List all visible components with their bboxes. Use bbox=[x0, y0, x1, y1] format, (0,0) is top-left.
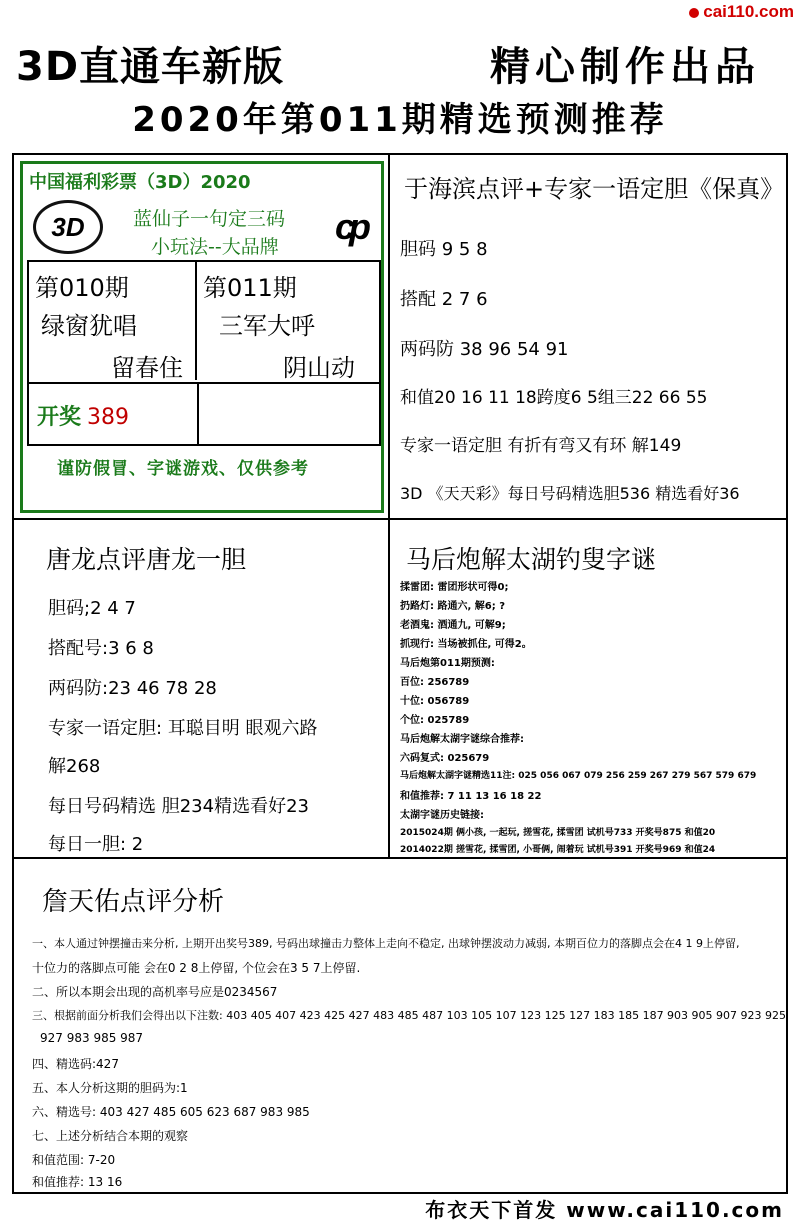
slogan-2: 小玩法--大品牌 bbox=[151, 236, 279, 258]
tang-panel bbox=[12, 518, 390, 859]
ma-line: 老酒鬼: 酒通九, 可解9; bbox=[400, 620, 506, 631]
yu-title: 于海滨点评+专家一语定胆《保真》 bbox=[404, 175, 785, 203]
zhan-line: 三、根据前面分析我们会得出以下注数: 403 405 407 423 425 427 483 485 487 103 105 107 123 125 127 183 185 187 903 905 907 923 925 bbox=[32, 1009, 787, 1022]
draw-row-divider bbox=[197, 384, 199, 444]
draw-value: 389 bbox=[87, 405, 130, 430]
ma-line: 十位: 056789 bbox=[400, 696, 470, 707]
zhan-title: 詹天佑点评分析 bbox=[42, 887, 225, 917]
tang-line: 胆码;2 4 7 bbox=[48, 598, 136, 619]
disclaimer: 谨防假冒、字谜游戏、仅供参考 bbox=[57, 459, 309, 479]
ma-line: 和值推荐: 7 11 13 16 18 22 bbox=[400, 791, 542, 802]
tang-line: 专家一语定胆: 耳聪目明 眼观六路 bbox=[48, 718, 318, 739]
zhan-line: 七、上述分析结合本期的观察 bbox=[32, 1129, 189, 1143]
lottery-title: 中国福利彩票（3D）2020 bbox=[29, 172, 251, 193]
next-riddle-line1: 三军大呼 bbox=[219, 312, 315, 340]
tang-line: 搭配号:3 6 8 bbox=[48, 638, 154, 659]
zhan-line: 和值推荐: 13 16 bbox=[32, 1175, 123, 1189]
prev-riddle-line2: 留春住 bbox=[111, 354, 183, 382]
lottery-card bbox=[20, 161, 384, 513]
header-left: 3D直通车新版 bbox=[16, 43, 285, 90]
prev-riddle-line1: 绿窗犹唱 bbox=[41, 312, 137, 340]
yu-line: 和值20 16 11 18跨度6 5组三22 66 55 bbox=[400, 388, 708, 408]
zhan-line: 六、精选号: 403 427 485 605 623 687 983 985 bbox=[32, 1105, 310, 1119]
zhan-line: 四、精选码:427 bbox=[32, 1057, 119, 1071]
ma-line: 2014022期 搓雪花, 揉雪团, 小哥俩, 闹着玩 试机号391 开奖号969 和值24 bbox=[400, 845, 716, 855]
lottery-panel bbox=[12, 153, 390, 520]
zhan-panel bbox=[12, 857, 788, 1194]
yu-panel bbox=[388, 153, 788, 520]
ma-line: 个位: 025789 bbox=[400, 715, 470, 726]
ma-line: 百位: 256789 bbox=[400, 677, 470, 688]
3d-logo-icon: 3D bbox=[33, 200, 103, 254]
zhan-line: 一、本人通过钟摆撞击来分析, 上期开出奖号389, 号码出球撞击力整体上走向不稳定, 出球钟摆波动力减弱, 本期百位力的落脚点会在4 1 9上停留, bbox=[32, 937, 740, 950]
issue-grid bbox=[27, 260, 381, 446]
prev-issue-cell bbox=[29, 262, 197, 380]
draw-label: 开奖 bbox=[37, 405, 82, 430]
ma-line: 扔路灯: 路通六, 解6; ? bbox=[400, 601, 505, 612]
ma-line: 揉雷团: 雷团形状可得0; bbox=[400, 582, 509, 593]
zhan-line: 十位力的落脚点可能 会在0 2 8上停留, 个位会在3 5 7上停留. bbox=[32, 961, 361, 975]
tang-line: 解268 bbox=[48, 756, 101, 777]
cp-logo-icon: cp bbox=[334, 206, 365, 247]
ma-title: 马后炮解太湖钓叟字谜 bbox=[406, 545, 657, 574]
zhan-line: 五、本人分析这期的胆码为:1 bbox=[32, 1081, 188, 1095]
tang-title: 唐龙点评唐龙一胆 bbox=[46, 545, 247, 574]
yu-line: 专家一语定胆 有折有弯又有环 解149 bbox=[400, 436, 682, 456]
slogan-1: 蓝仙子一句定三码 bbox=[133, 208, 286, 230]
page-header bbox=[16, 34, 760, 92]
yu-line: 3D 《天天彩》每日号码精选胆536 精选看好36 bbox=[400, 484, 740, 503]
ma-line: 马后炮解太湖字谜综合推荐: bbox=[400, 734, 524, 745]
ma-line: 马后炮解太湖字谜精选11注: 025 056 067 079 256 259 267 279 567 579 679 bbox=[400, 771, 757, 781]
yu-line: 胆码 9 5 8 bbox=[400, 239, 488, 260]
draw-row bbox=[29, 382, 379, 444]
zhan-line: 和值范围: 7-20 bbox=[32, 1153, 116, 1167]
footer: 布衣天下首发 www.cai110.com bbox=[425, 1198, 784, 1220]
next-issue-label: 第011期 bbox=[203, 274, 297, 302]
next-riddle-line2: 阴山动 bbox=[283, 354, 355, 382]
ma-line: 太湖字谜历史链接: bbox=[400, 810, 484, 821]
zhan-line: 二、所以本期会出现的高机率号应是0234567 bbox=[32, 985, 278, 999]
next-issue-cell bbox=[197, 262, 379, 380]
header-right: 精心制作出品 bbox=[490, 43, 760, 90]
ma-line: 六码复式: 025679 bbox=[400, 753, 490, 764]
yu-line: 搭配 2 7 6 bbox=[400, 289, 488, 310]
prev-issue-label: 第010期 bbox=[35, 274, 129, 302]
logo-dot-icon bbox=[689, 8, 699, 18]
ma-panel bbox=[388, 518, 788, 859]
site-logo-text: cai110.com bbox=[703, 2, 794, 21]
draw-result bbox=[37, 400, 129, 431]
site-logo[interactable] bbox=[689, 2, 794, 22]
ma-line: 2015024期 俩小孩, 一起玩, 搓雪花, 揉雪团 试机号733 开奖号875 和值20 bbox=[400, 828, 716, 838]
ma-line: 马后炮第011期预测: bbox=[400, 658, 495, 669]
tang-line: 每日一胆: 2 bbox=[48, 834, 144, 855]
tang-line: 两码防:23 46 78 28 bbox=[48, 678, 217, 699]
yu-line: 两码防 38 96 54 91 bbox=[400, 339, 569, 360]
page-subtitle: 2020年第011期精选预测推荐 bbox=[132, 100, 668, 140]
ma-line: 抓现行: 当场被抓住, 可得2。 bbox=[400, 639, 532, 650]
zhan-line: 927 983 985 987 bbox=[40, 1031, 144, 1045]
tang-line: 每日号码精选 胆234精选看好23 bbox=[48, 796, 309, 817]
